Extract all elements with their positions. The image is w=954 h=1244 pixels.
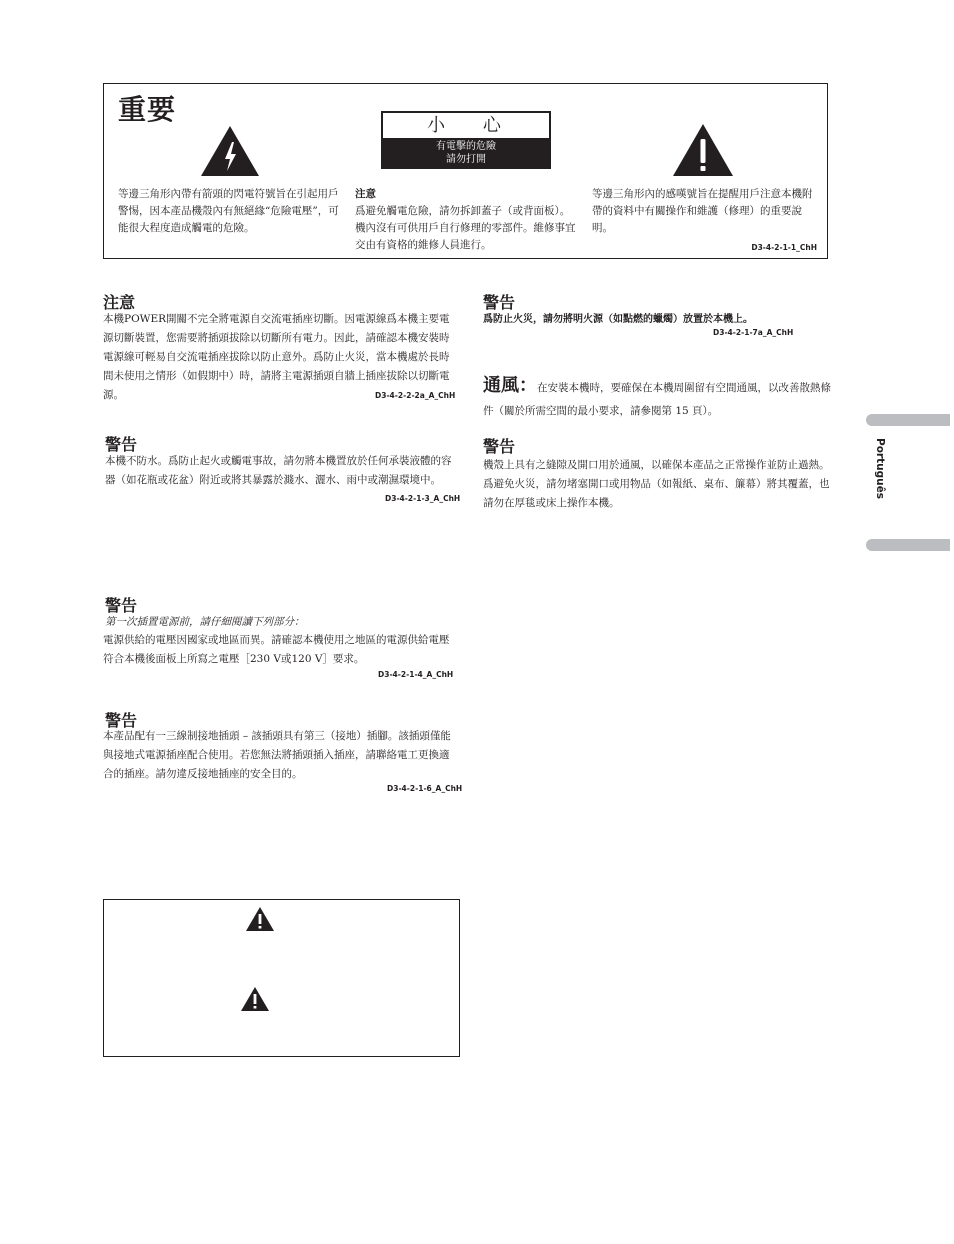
exclamation-warning-icon [671, 122, 735, 178]
warning-ground-heading: 警告 [105, 711, 138, 730]
middle-text: 爲避免觸電危險，請勿拆卸蓋子（或背面板）。機內沒有可供用戶自行修理的零部件。維修事宜交由有資格的維修人員進行。 [355, 205, 576, 251]
warning-vent-heading: 警告 [483, 437, 516, 456]
warning-vent-text: 機殼上具有之縫隙及開口用於通風，以確保本產品之正常操作並防止過熱。爲避免火災，請勿堵塞開口或用物品（如報紙、桌布、簾幕）將其覆蓋，也請勿在厚毯或床上操作本機。 [483, 459, 830, 509]
lightning-warning-icon [199, 124, 261, 178]
warning-voltage-intro: 第一次插置電源前，請仔細閱讀下列部分： [105, 616, 305, 628]
important-safety-box [103, 83, 828, 259]
warning-water-text: 本機不防水。爲防止起火或觸電事故，請勿將本機置放於任何承裝液體的容器（如花瓶或花盆）附近或將其暴露於濺水、灑水、雨中或潮濕環境中。 [105, 455, 452, 486]
warning-voltage-code: D3-4-2-1-4_A_ChH [378, 670, 454, 679]
warning-ground-code: D3-4-2-1-6_A_ChH [387, 784, 463, 793]
warning-fire-text: 爲防止火災，請勿將明火源（如點燃的蠟燭）放置於本機上。 [483, 314, 753, 325]
warning-fire-code: D3-4-2-1-7a_A_ChH [713, 328, 794, 337]
warning-water-code: D3-4-2-1-3_A_ChH [385, 494, 461, 503]
ventilation-text: 在安裝本機時，要確保在本機周圍留有空間通風，以改善散熱條件（關於所需空間的最小要求，請參閱第 15 頁）。 [483, 382, 831, 417]
note-code: D3-4-2-2-2a_A_ChH [375, 391, 456, 400]
note-text: 本機POWER開關不完全將電源自交流電插座切斷。因電源線爲本機主要電源切斷裝置，您需要將插頭拔除以切斷所有電力。因此，請確認本機安裝時電源線可輕易自交流電插座拔除以防止意外。爲防止火災，當本機處於長時間未使用之情形（如假期中）時，請將主電源插頭自牆上插座拔除以切斷電源。 [103, 313, 450, 401]
caution-label-line2: 請勿打開 [446, 154, 486, 165]
warning-voltage-text: 電源供給的電壓因國家或地區而異。請確認本機使用之地區的電源供給電壓符合本機後面板上所寫之電壓［230 V或120 V］要求。 [103, 634, 450, 665]
warning-fire-heading: 警告 [483, 293, 516, 312]
caution-label-head: 小 心 [427, 115, 517, 136]
language-tab-top-bar [866, 414, 950, 426]
middle-heading: 注意 [355, 188, 376, 200]
language-tab-bottom-bar [866, 539, 950, 551]
ventilation-heading: 通風： [483, 375, 537, 396]
warning-water-heading: 警告 [105, 435, 138, 454]
lightning-explanation: 等邊三角形內帶有箭頭的閃電符號旨在引起用戶警惕，因本產品機殼內有無絕緣“危險電壓”，可能很大程度造成觸電的危險。 [118, 188, 339, 234]
important-title: 重要 [118, 93, 177, 126]
exclamation-explanation: 等邊三角形內的感嘆號旨在提醒用戶注意本機附帶的資料中有關操作和維護（修理）的重要說明。 [592, 188, 813, 234]
warning-ground-text: 本產品配有一三線制接地插頭 – 該插頭具有第三（接地）插腳。該插頭僅能與接地式電源插座配合使用。若您無法將插頭插入插座，請聯絡電工更換適合的插座。請勿違反接地插座的安全目的。 [103, 730, 451, 780]
caution-label-line1: 有電擊的危險 [436, 141, 496, 152]
ventilation-section [483, 371, 838, 422]
note-heading: 注意 [103, 293, 136, 312]
important-code: D3-4-2-1-1_ChH [751, 243, 817, 252]
middle-explanation [355, 186, 580, 254]
language-tab[interactable] [874, 438, 888, 508]
warning-voltage-heading: 警告 [105, 596, 138, 615]
bottom-warning-box [103, 899, 460, 1057]
language-tab-label: Português [874, 438, 886, 499]
warning-triangle-icon [240, 986, 270, 1012]
warning-triangle-icon [245, 906, 275, 932]
caution-label-band [383, 138, 549, 167]
caution-label [381, 111, 551, 169]
